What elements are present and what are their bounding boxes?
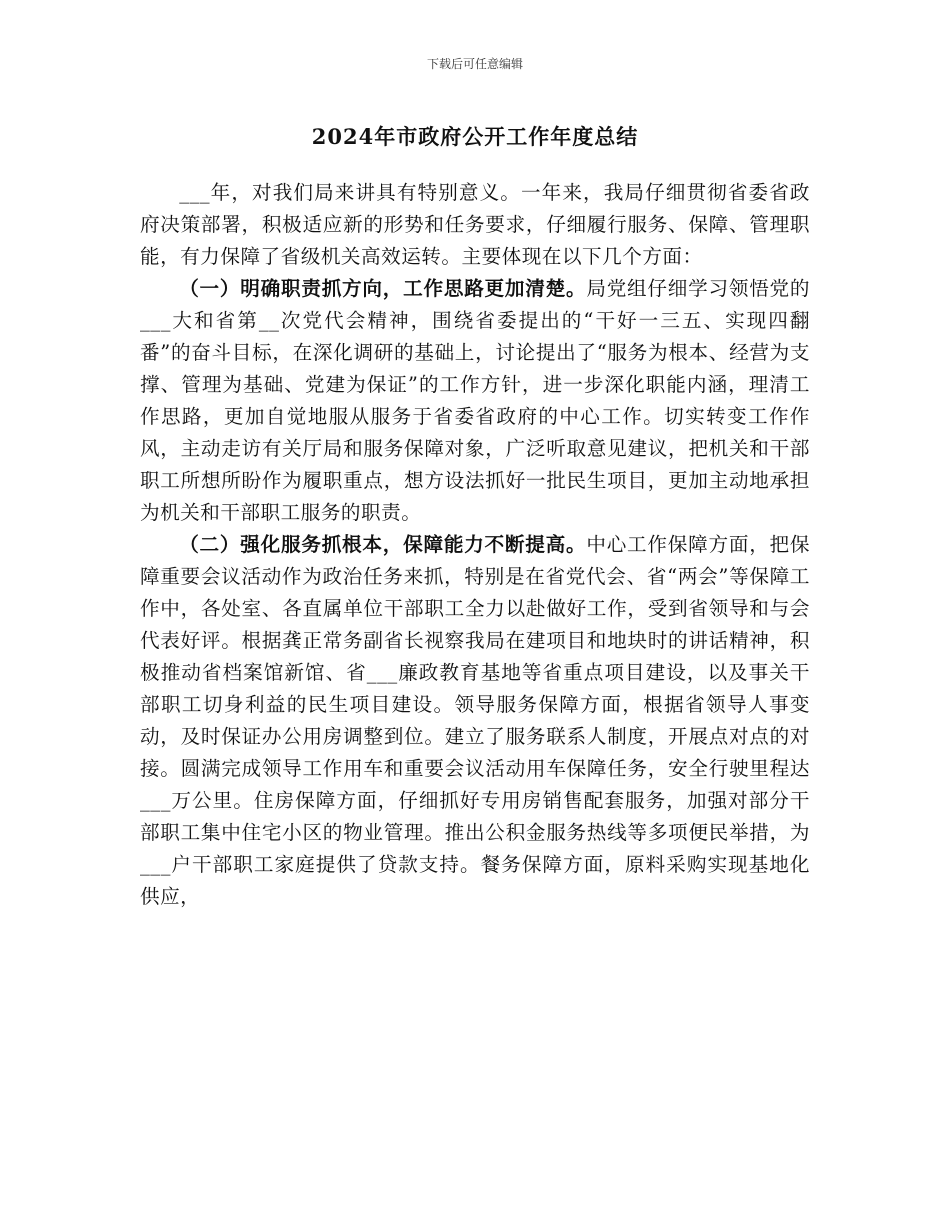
section-1-heading: （一）明确职责抓方向，工作思路更加清楚。 xyxy=(179,277,587,300)
section-2-paragraph xyxy=(140,529,810,913)
section-2-text: 中心工作保障方面，把保障重要会议活动作为政治任务来抓，特别是在省党代会、省“两会”等保障工作中，各处室、各直属单位干部职工全力以赴做好工作，受到省领导和与会代表好评。根据龚正常务副省长视察我局在建项目和地块时的讲话精神，积极推动省档案馆新馆、省___廉政教育基地等省重点项目建设，以及事关干部职工切身利益的民生项目建设。领导服务保障方面，根据省领导人事变动，及时保证办公用房调整到位。建立了服务联系人制度，开展点对点的对接。圆满完成领导工作用车和重要会议活动用车保障任务，安全行驶里程达___万公里。住房保障方面，仔细抓好专用房销售配套服务，加强对部分干部职工集中住宅小区的物业管理。推出公积金服务热线等多项便民举措，为___户干部职工家庭提供了贷款支持。餐务保障方面，原料采购实现基地化供应， xyxy=(140,533,811,908)
document-title: 2024年市政府公开工作年度总结 xyxy=(311,124,639,149)
section-1-text: 局党组仔细学习领悟党的___大和省第__次党代会精神，围绕省委提出的“干好一三五、实现四翻番”的奋斗目标，在深化调研的基础上，讨论提出了“服务为根本、经营为支撑、管理为基础、党建为保证”的工作方针，进一步深化职能内涵，理清工作思路，更加自觉地服从服务于省委省政府的中心工作。切实转变工作作风，主动走访有关厅局和服务保障对象，广泛听取意见建议，把机关和干部职工所想所盼作为履职重点，想方设法抓好一批民生项目，更加主动地承担为机关和干部职工服务的职责。 xyxy=(140,277,811,524)
section-2-heading: （二）强化服务抓根本，保障能力不断提高。 xyxy=(179,533,587,556)
section-1-paragraph xyxy=(140,273,810,529)
document-body xyxy=(140,177,810,913)
header-note: 下载后可任意编辑 xyxy=(426,57,523,71)
intro-paragraph: ___年，对我们局来讲具有特别意义。一年来，我局仔细贯彻省委省政府决策部署，积极适应新的形势和任务要求，仔细履行服务、保障、管理职能，有力保障了省级机关高效运转。主要体现在以下几个方面： xyxy=(140,181,810,268)
